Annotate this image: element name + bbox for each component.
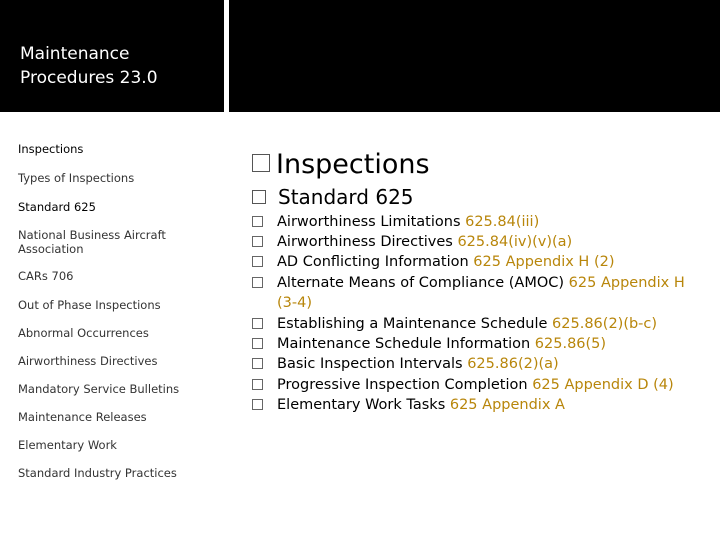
list-item-text: Airworthiness Limitations (277, 214, 466, 230)
sidebar-item-maintenance-releases[interactable]: Maintenance Releases (18, 410, 147, 424)
checkbox-bullet-icon (252, 358, 263, 369)
list-item-reference: 625 Appendix D (4) (532, 377, 674, 393)
main-heading (252, 148, 430, 182)
sidebar-item-standard-625[interactable]: Standard 625 (18, 200, 96, 214)
sidebar-item-inspections[interactable]: Inspections (18, 142, 84, 156)
list-item-reference: 625.86(2)(b-c) (552, 316, 658, 332)
checkbox-bullet-icon (252, 190, 266, 204)
checkbox-bullet-icon (252, 236, 263, 247)
checkbox-bullet-icon (252, 379, 263, 390)
sidebar-item-abnormal-occurrences[interactable]: Abnormal Occurrences (18, 326, 149, 340)
sidebar-item-elementary-work[interactable]: Elementary Work (18, 438, 117, 452)
list-item-text: Basic Inspection Intervals (277, 356, 468, 372)
app-title-line1: Maintenance (20, 44, 130, 64)
list-item-text: AD Conflicting Information (277, 254, 474, 270)
checkbox-bullet-icon (252, 277, 263, 288)
main-heading-text: Inspections (276, 149, 430, 180)
checkbox-bullet-icon (252, 216, 263, 227)
list-item-text: Establishing a Maintenance Schedule (277, 316, 553, 332)
sub-heading (252, 184, 414, 210)
checkbox-bullet-icon (252, 154, 270, 172)
list-item-text: Alternate Means of Compliance (AMOC) (277, 275, 569, 291)
list-item-text: Progressive Inspection Completion (277, 377, 533, 393)
checkbox-bullet-icon (252, 256, 263, 267)
checkbox-bullet-icon (252, 338, 263, 349)
sidebar-item-out-of-phase-inspections[interactable]: Out of Phase Inspections (18, 298, 161, 312)
header-right-panel (229, 0, 720, 112)
sub-heading-text: Standard 625 (278, 185, 414, 209)
sidebar-item-types-of-inspections[interactable]: Types of Inspections (18, 171, 135, 185)
list-item-text: Airworthiness Directives (277, 234, 458, 250)
list-item-reference: 625.86(5) (534, 336, 607, 352)
list-item-reference: 625 Appendix H (3-4) (277, 275, 685, 311)
sidebar-item-nbaa[interactable]: National Business Aircraft Association (18, 228, 166, 256)
app-title (20, 42, 220, 90)
sidebar-item-cars-706[interactable]: CARs 706 (18, 269, 74, 283)
list-item-reference: 625 Appendix H (2) (473, 254, 615, 270)
sidebar-item-mandatory-service-bulletins[interactable]: Mandatory Service Bulletins (18, 382, 180, 396)
app-title-line2: Procedures 23.0 (20, 68, 158, 88)
list-item-reference: 625.84(iv)(v)(a) (457, 234, 573, 250)
sidebar-item-airworthiness-directives[interactable]: Airworthiness Directives (18, 354, 158, 368)
list-item-reference: 625.86(2)(a) (467, 356, 559, 372)
list-item-text: Maintenance Schedule Information (277, 336, 535, 352)
checkbox-bullet-icon (252, 318, 263, 329)
sidebar-item-standard-industry-practices[interactable]: Standard Industry Practices (18, 466, 177, 480)
list-item-reference: 625.84(iii) (465, 214, 540, 230)
checkbox-bullet-icon (252, 399, 263, 410)
list-item-text: Elementary Work Tasks (277, 397, 450, 413)
header-left-panel (0, 0, 224, 112)
list-item-reference: 625 Appendix A (449, 397, 565, 413)
